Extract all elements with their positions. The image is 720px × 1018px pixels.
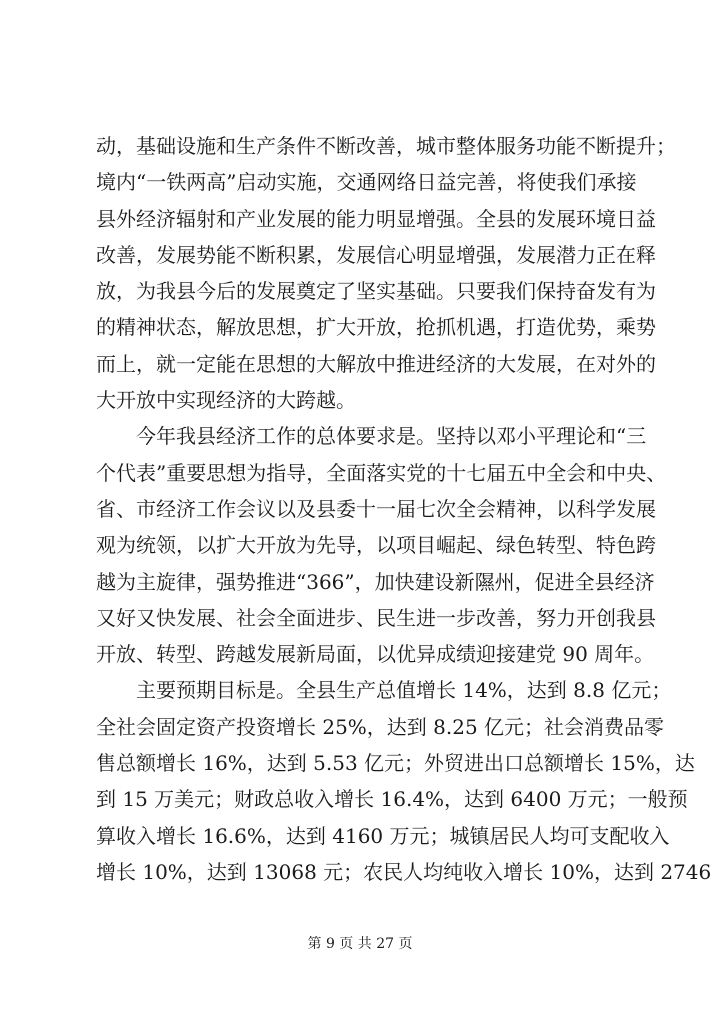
page-number: 第 9 页 共 27 页 bbox=[307, 936, 413, 952]
text-line: 售总额增长 16%，达到 5.53 亿元；外贸进出口总额增长 15%，达 bbox=[96, 751, 695, 776]
text-line: 大开放中实现经济的大跨越。 bbox=[96, 388, 356, 413]
text-line: 增长 10%，达到 13068 元；农民人均纯收入增长 10%，达到 2746 bbox=[96, 859, 712, 884]
text-line: 境内“一铁两高”启动实施，交通网络日益完善，将使我们承接 bbox=[96, 170, 637, 195]
text-line: 开放、转型、跨越发展新局面，以优异成绩迎接建党 90 周年。 bbox=[96, 642, 655, 667]
text-line: 越为主旋律，强势推进“366”，加快建设新隰州，促进全县经济 bbox=[96, 569, 655, 594]
text-line: 观为统领，以扩大开放为先导，以项目崛起、绿色转型、特色跨 bbox=[96, 533, 656, 558]
text-line: 省、市经济工作会议以及县委十一届七次全会精神，以科学发展 bbox=[96, 496, 656, 521]
text-line: 算收入增长 16.6%，达到 4160 万元；城镇居民人均可支配收入 bbox=[96, 823, 670, 848]
text-line: 主要预期目标是。全县生产总值增长 14%，达到 8.8 亿元； bbox=[136, 678, 672, 703]
text-line: 而上，就一定能在思想的大解放中推进经济的大发展，在对外的 bbox=[96, 351, 656, 376]
text-line: 到 15 万美元；财政总收入增长 16.4%，达到 6400 万元；一般预 bbox=[96, 787, 688, 812]
body-text bbox=[96, 128, 712, 890]
text-line: 的精神状态，解放思想，扩大开放，抢抓机遇，打造优势，乘势 bbox=[96, 315, 656, 340]
text-line: 动，基础设施和生产条件不断改善，城市整体服务功能不断提升； bbox=[96, 134, 676, 158]
text-line: 个代表”重要思想为指导，全面落实党的十七届五中全会和中央、 bbox=[96, 460, 667, 485]
text-line: 县外经济辐射和产业发展的能力明显增强。全县的发展环境日益 bbox=[96, 206, 656, 231]
text-line: 全社会固定资产投资增长 25%，达到 8.25 亿元；社会消费品零 bbox=[96, 714, 665, 739]
text-line: 又好又快发展、社会全面进步、民生进一步改善，努力开创我县 bbox=[96, 605, 656, 630]
text-line: 今年我县经济工作的总体要求是。坚持以邓小平理论和“三 bbox=[136, 424, 647, 449]
text-line: 放，为我县今后的发展奠定了坚实基础。只要我们保持奋发有为 bbox=[96, 279, 656, 304]
text-line: 改善，发展势能不断积累，发展信心明显增强，发展潜力正在释 bbox=[96, 242, 656, 267]
